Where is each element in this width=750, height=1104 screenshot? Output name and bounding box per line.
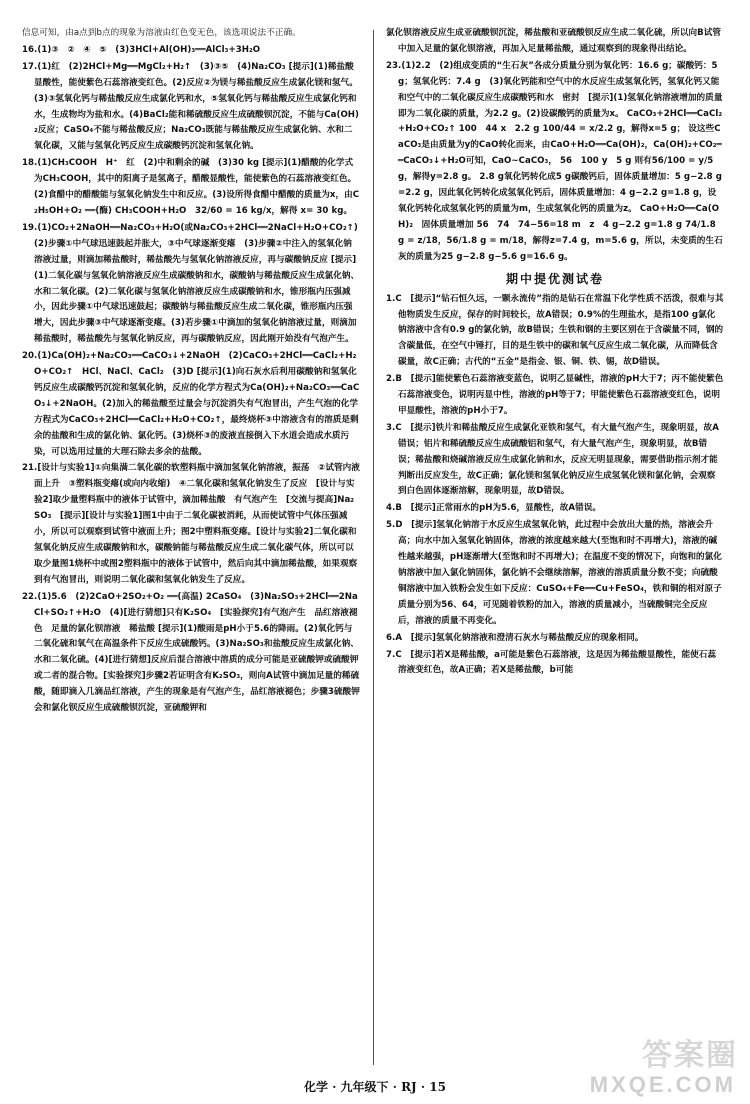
answer-text: (1)③ ② ④ ⑤ (3)3HCl+Al(OH)₃══AlCl₃+3H₂O [37,44,261,55]
answer-number: 18. [22,158,38,169]
answer-continued [386,26,724,58]
answer-text: [设计与实验1]①向集满二氧化碳的软塑料瓶中滴加氢氧化钠溶液，振荡 ②试管内液面上升 ③塑料瓶变瘪(或向内收缩) ④二氧化碳和氢氧化钠发生了反应 [设计与实验2]取少量塑料瓶中的液体于试管中，滴加稀盐酸 有气泡产生 [交流与提高]Na₂SO₃ [提示][设计与实验1]图1中由于二氧化碳被消耗，从而使试管中气体压强减小，所以可以观察到试管中液面上升；图2中塑料瓶变瘪。[设计与实验2]二氧化碳和氢氧化钠反应生成碳酸钠和水，碳酸钠能与稀盐酸反应生成二氧化碳气体，所以可以取少量图1烧杯中或图2塑料瓶中的液体于试管中，然后向其中滴加稀盐酸，如果观察到有气泡冒出，则说明二氧化碳和氢氧化钠发生了反应。 [34,463,360,585]
answer-4 [22,156,360,220]
answer-6 [22,349,360,460]
answer-number: 5. [386,520,396,531]
midterm-answer-4 [386,501,724,517]
answer-number: 19. [22,222,38,233]
answer-8 [22,590,360,717]
answer-text: (1)CH₃COOH H⁺ 红 (2)中和剩余的碱 (3)30 kg [提示](1)醋酸的化学式为CH₃COOH，其中的阳离子是氢离子，醋酸显酸性，能使紫色的石蕊溶液变红色。(2)食醋中的醋酸能与氢氧化钠发生中和反应。(3)设所得食醋中醋酸的质量为x，由C₂H₅OH+O₂ ══(酶) CH₃COOH+H₂O 32/60 = 16 kg/x，解得 x= 30 kg。 [34,158,360,216]
answer-number: 17. [22,61,38,72]
section-title: 期中提优测试卷 [505,271,604,286]
answer-7 [22,461,360,588]
answer-number: 2. [386,374,396,385]
answer-number: 23. [386,60,402,71]
answer-text: 氯化钡溶液反应生成亚硫酸钡沉淀，稀盐酸和亚硫酸钡反应生成二氧化硫，所以向B试管中加入足量的氯化钡溶液，再加入足量稀盐酸，通过观察到的现象得出结论。 [386,28,722,54]
answer-5 [22,221,367,348]
watermark-text: MXQE.COM [589,1072,736,1097]
answer-text: A [提示]氢氧化钠溶液和澄清石灰水与稀盐酸反应的现象相同。 [395,632,644,643]
left-column [22,26,367,718]
answer-text: C [提示]铁片和稀盐酸反应生成氯化亚铁和氢气，有大量气泡产生，现象明显，故A错误；铝片和稀硫酸反应生成硫酸铝和氢气，有大量气泡产生，现象明显，故B错误；稀盐酸和烧碱溶液反应生成氯化钠和水，反应无明显现象，需要借助指示剂才能判断出反应发生，故C正确；氯化镁和氢氧化钠反应生成氢氧化镁和氯化钠，会观察到白色固体逐渐溶解，现象明显，故D错误。 [395,422,719,497]
answer-text: D [提示]氢氧化钠溶于水反应生成氢氧化钠，此过程中会放出大量的热，溶液会升高；向水中加入氢氧化钠固体，溶液的浓度越来越大(至饱和时不再增大)，溶液的碱性越来越强，pH逐渐增大(至饱和时不再增大)；在温度不变的情况下，向饱和的氯化钠溶液中加入氯化钠固体，氯化钠不会继续溶解，溶液的溶质质量分数不变；向硫酸铜溶液中加入铁粉会发生如下反应：CuSO₄+Fe══Cu+FeSO₄，铁和铜的相对原子质量分别为56、64，可见随着铁粉的加入，溶液的质量减小，当硫酸铜完全反应后，溶液的质量不再变化。 [395,520,722,626]
right-column [386,26,724,680]
answer-2 [22,43,360,59]
page-footer: 化学 · 九年级下 · RJ · 15 [304,1080,446,1094]
answer-text: (1)红 (2)2HCl+Mg══MgCl₂+H₂↑ (3)③⑤ (4)Na₂CO₃ [提示](1)稀盐酸显酸性，能使紫色石蕊溶液变红色。(2)反应②为镁与稀盐酸反应生成氯化镁和氢气。(3)③氢氧化钙与稀盐酸反应生成氯化钙和水，⑤氢氧化钙与稀盐酸反应生成氯化钙和水，生成物均为盐和水。(4)BaCl₂能和稀硫酸反应生成硫酸钡沉淀，不能与Ca(OH)₂反应；CaSO₄不能与稀盐酸反应；Na₂CO₃既能与稀盐酸反应生成氯化钠、水和二氧化碳，又能与氢氧化钙反应生成碳酸钙沉淀和氢氧化钠。 [34,61,360,152]
midterm-answer-1 [386,292,724,372]
answer-number: 6. [386,632,396,643]
midterm-answer-5 [386,518,724,629]
answer-text: 信息可知，由a点到b点的现象为溶液由红色变无色，该选项说法不正确。 [22,28,301,38]
answer-text: C [提示]若X是稀盐酸，a可能是紫色石蕊溶液，这是因为稀盐酸显酸性，能使石蕊溶液变红色，故A正确；若X是稀盐酸，b可能 [395,649,717,676]
answer-number: 16. [22,44,38,55]
answer-number: 21. [22,463,38,474]
midterm-answer-6 [386,631,724,647]
column-divider [373,30,374,1065]
answer-text: (1)Ca(OH)₂+Na₂CO₃══CaCO₃↓+2NaOH (2)CaCO₃+2HCl══CaCl₂+H₂O+CO₂↑ HCl、NaCl、CaCl₂ (3)D [提示](1)向石灰水后利用碳酸钠和氢氧化钙反应生成碳酸钙沉淀和氢氧化钠，反应的化学方程式为Ca(OH)₂+Na₂CO₃══CaCO₃↓+2NaOH。(2)加入的稀盐酸至过量会与沉淀消失有气泡冒出，产生气泡的化学方程式为CaCO₃+2HCl══CaCl₂+H₂O+CO₂↑，最终烧杯③中溶液含有的溶质是剩余的盐酸和生成的氯化钠、氯化钙。(3)烧杯③的废液直接倒入下水道会造成水质污染，可以选用过量的大理石除去多余的盐酸。 [34,351,360,457]
answer-number: 7. [386,649,396,660]
answer-text: (1)5.6 (2)2CaO+2SO₂+O₂ ══(高温) 2CaSO₄ (3)Na₂SO₃+2HCl══2NaCl+SO₂↑+H₂O (4)[进行猜想]只有K₂SO₄ [实验探究]有气泡产生 品红溶液褪色 足量的氯化钡溶液 稀盐酸 [提示](1)酸雨是pH小于5.6的降雨。(2)氧化钙与二氧化硫和氧气在高温条件下反应生成硫酸钙。(3)Na₂SO₃和盐酸反应生成氯化钠、水和二氧化硫。(4)[进行猜想]反应后混合溶液中溶质的成分可能是亚硫酸钾或硫酸钾或二者的混合物。[实验探究]步骤2若证明含有K₂SO₃，则向A试管中滴加足量的稀硫酸，随即滴入几滴品红溶液，产生的现象是有气泡产生，品红溶液褪色；步骤3硫酸钾会和氯化钡反应生成硫酸钡沉淀，亚硫酸钾和 [34,591,360,714]
answer-text: B [提示]能使紫色石蕊溶液变蓝色，说明乙显碱性，溶液的pH大于7；丙不能使紫色石蕊溶液变色，说明丙显中性，溶液的pH等于7；甲能使紫色石蕊溶液变红色，说明甲显酸性，溶液的pH小于7。 [395,374,724,416]
answer-number: 4. [386,503,396,514]
answer-number: 3. [386,422,396,433]
answer-number: 22. [22,591,38,602]
answer-number: 1. [386,293,396,304]
midterm-answer-2 [386,372,724,420]
answer-text: (1)CO₂+2NaOH══Na₂CO₃+H₂O(或Na₂CO₃+2HCl══2NaCl+H₂O+CO₂↑) (2)步骤①中气球迅速鼓起并胀大，③中气球逐渐变瘪 (3)步骤②中注入的氢氧化钠溶液过量，则滴加稀盐酸时，稀盐酸先与氢氧化钠溶液反应，再与碳酸钠反应 [提示](1)二氧化碳与氢氧化钠溶液反应生成碳酸钠和水，碳酸钠与稀盐酸反应生成氯化钠、水和二氧化碳。(2)二氧化碳与氢氧化钠溶液反应生成碳酸钠和水，锥形瓶内压强减小，因此步骤①中气球迅速鼓起；碳酸钠与稀盐酸反应生成二氧化碳，锥形瓶内压强增大，因此步骤③中气球逐渐变瘪。(3)若步骤①中滴加的氢氧化钠溶液过量，则滴加稀盐酸时，稀盐酸先与氢氧化钠反应，再与碳酸钠反应，因此刚开始没有气泡产生。 [34,222,367,345]
answer-number: 20. [22,351,38,362]
answer-23 [386,59,724,266]
watermark-logo: 答案圈 [642,1039,738,1072]
answer-text: C [提示]“钻石恒久远，一颗永流传”指的是钻石在常温下化学性质不活泼，很难与其他物质发生反应，保存的时间较长，故A错误；0.9%的生理盐水，是指100 g氯化钠溶液中含有0.9 g的氯化钠，故B错误；生铁和钢的主要区别在于含碳量不同，钢的含碳量低，在空气中锤打，目的是生铁中的碳和氧气反应生成二氧化碳，从而降低含碳量，故C正确；古代的“五金”是指金、银、铜、铁、锡，故D错误。 [395,293,724,368]
midterm-answer-7 [386,648,724,680]
answer-1 [22,26,360,42]
answer-3 [22,60,360,155]
midterm-answer-3 [386,421,724,501]
answer-text: (1)2.2 (2)组成变质的“生石灰”各成分质量分别为氧化钙：16.6 g；碳酸钙：5 g；氢氧化钙：7.4 g (3)氧化钙能和空气中的水反应生成氢氧化钙，氢氧化钙又能和空气中的二氧化碳反应生成碳酸钙和水 密封 [提示](1)氢氧化钠溶液增加的质量即为二氧化碳的质量，为2.2 g。(2)设碳酸钙的质量为x。 CaCO₃+2HCl══CaCl₂+H₂O+CO₂↑ 100 44 x 2.2 g 100/44 = x/2.2 g，解得x=5 g； 设这些CaCO₃是由质量为y的CaO转化而来，由CaO+H₂O══Ca(OH)₂，Ca(OH)₂+CO₂══CaCO₃↓+H₂O可知，CaO~CaCO₃， 56 100 y 5 g 则有56/100 = y/5 g，解得y=2.8 g。 2.8 g氧化钙转化成5 g碳酸钙后，固体质量增加：5 g−2.8 g=2.2 g，因此氧化钙转化成氢氧化钙后，固体质量增加：4 g−2.2 g=1.8 g，设氧化钙转化成氢氧化钙的质量为m，生成氢氧化钙的质量为z。 CaO+H₂O══Ca(OH)₂ 固体质量增加 56 74 74−56=18 m z 4 g−2.2 g=1.8 g 74/1.8 g = z/18，56/1.8 g = m/18，解得z=7.4 g，m=5.6 g，所以，未变质的生石灰的质量为25 g−2.8 g−5.6 g=16.6 g。 [398,60,723,262]
answer-text: B [提示]正常雨水的pH为5.6，显酸性，故A错误。 [395,503,602,514]
